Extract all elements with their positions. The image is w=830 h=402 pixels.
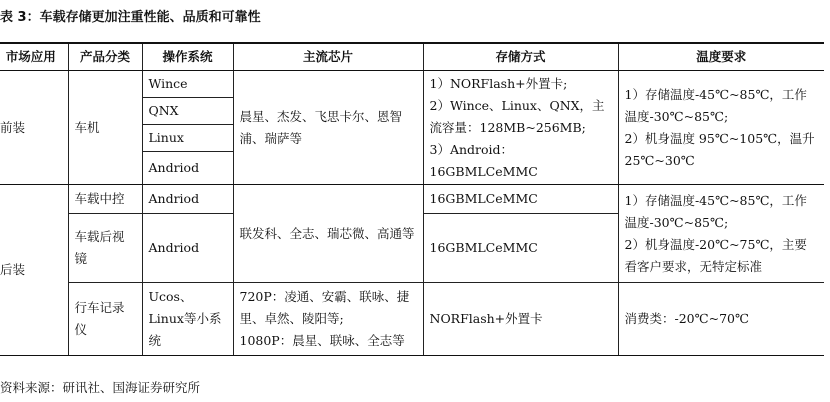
os-cell: Wince bbox=[142, 71, 233, 98]
header-temperature: 温度要求 bbox=[618, 43, 824, 71]
category-head-unit: 车机 bbox=[68, 71, 142, 185]
market-front: 前装 bbox=[0, 71, 68, 185]
category-cell: 车载后视镜 bbox=[68, 214, 142, 283]
category-cell: 行车记录仪 bbox=[68, 283, 142, 356]
temperature-cell bbox=[618, 71, 824, 185]
header-os: 操作系统 bbox=[142, 43, 233, 71]
chips-cell: 联发科、全志、瑞芯微、高通等 bbox=[233, 185, 423, 283]
header-chips: 主流芯片 bbox=[233, 43, 423, 71]
market-after: 后装 bbox=[0, 185, 68, 356]
header-storage: 存储方式 bbox=[423, 43, 618, 71]
storage-cell: 16GBMLCeMMC bbox=[423, 214, 618, 283]
table-caption: 表 3：车载存储更加注重性能、品质和可靠性 bbox=[0, 10, 261, 25]
chips-line: 720P：凌通、安霸、联咏、捷里、卓然、陵阳等; bbox=[239, 289, 410, 326]
os-cell: Ucos、Linux等小系统 bbox=[142, 283, 233, 356]
storage-line: 1）NORFlash+外置卡; bbox=[429, 75, 568, 91]
table-row bbox=[0, 283, 824, 356]
header-market: 市场应用 bbox=[0, 43, 68, 71]
os-cell: Andriod bbox=[142, 152, 233, 185]
storage-line: 3）Android：16GBMLCeMMC bbox=[429, 141, 538, 179]
temperature-cell bbox=[618, 185, 824, 283]
os-cell: QNX bbox=[142, 98, 233, 125]
source-note: 资料来源：研讯社、国海证券研究所 bbox=[0, 380, 201, 395]
aftermarket-group bbox=[0, 185, 824, 356]
header-category: 产品分类 bbox=[68, 43, 142, 71]
category-cell: 车载中控 bbox=[68, 185, 142, 214]
storage-requirements-table bbox=[0, 42, 824, 356]
chips-cell: 晨星、杰发、飞思卡尔、恩智浦、瑞萨等 bbox=[233, 71, 423, 185]
storage-cell: NORFlash+外置卡 bbox=[423, 283, 618, 356]
os-cell: Andriod bbox=[142, 214, 233, 283]
temperature-line: 2）机身温度-20℃~75℃，主要看客户要求，无特定标准 bbox=[624, 236, 807, 274]
temperature-line: 1）存储温度-45℃~85℃，工作温度-30℃~85℃; bbox=[624, 86, 807, 124]
chips-line: 1080P：晨星、联咏、全志等 bbox=[239, 333, 405, 348]
temperature-cell: 消费类：-20℃~70℃ bbox=[618, 283, 824, 356]
chips-cell bbox=[233, 283, 423, 356]
temperature-line: 1）存储温度-45℃~85℃，工作温度-30℃~85℃; bbox=[624, 192, 807, 230]
table-row bbox=[0, 71, 824, 98]
header-row bbox=[0, 43, 824, 71]
os-cell: Linux bbox=[142, 125, 233, 152]
storage-cell: 16GBMLCeMMC bbox=[423, 185, 618, 214]
table-row bbox=[0, 185, 824, 214]
os-cell: Andriod bbox=[142, 185, 233, 214]
storage-line: 2）Wince、Linux、QNX，主流容量：128MB~256MB; bbox=[429, 97, 605, 135]
storage-cell bbox=[423, 71, 618, 185]
temperature-line: 2）机身温度 95℃~105℃，温升 25℃~30℃ bbox=[624, 130, 815, 168]
front-install-group bbox=[0, 71, 824, 185]
